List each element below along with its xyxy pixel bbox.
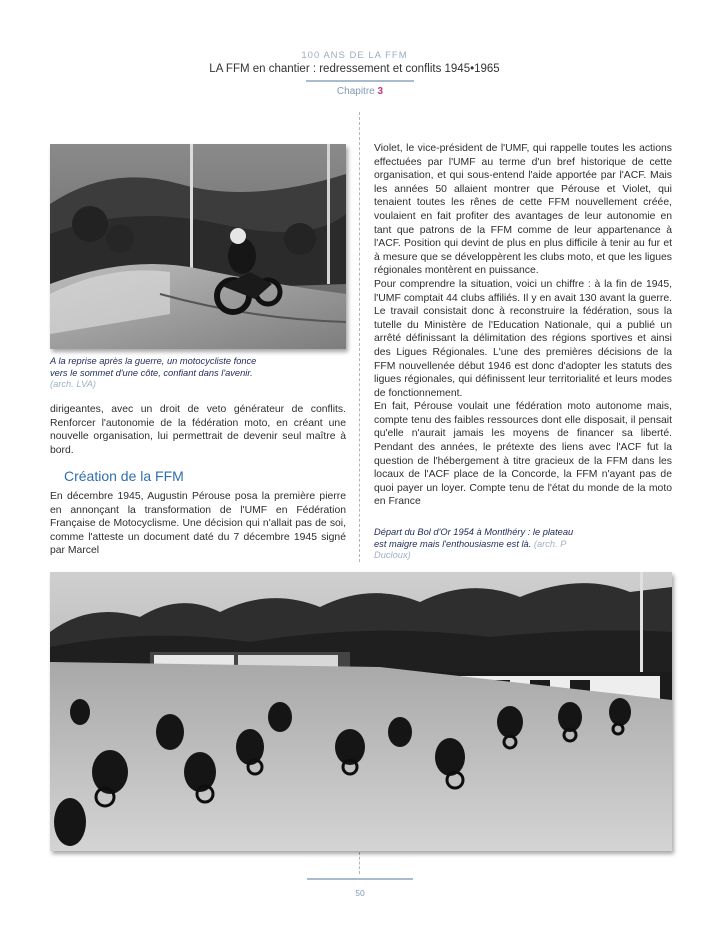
photo-bottom-credit: (arch. P Ducloux) [374,538,567,560]
column-divider [359,112,360,562]
right-paragraph-2: Pour comprendre la situation, voici un chiffre : à la fin de 1945, l'UMF comptait 44 clubs affiliés. Il y en avait 130 avant la guerre. Le travail consistait donc à reconstruire la fédération, sous la tutelle du Ministère de l'Education Nationale, qui a publié un arrêté définissant la délimitation des régions sportives et ainsi des Ligues Régionales. L'une des premières décisions de la FFM nouvellenée début 1946 est donc d'adopter les statuts des ligues régionales, qui définissent leur territorialité et leurs modes de fonctionnement. [374,278,672,399]
left-column-body [50,490,346,558]
column-divider-bottom [359,852,360,874]
chapter-label [0,86,709,97]
chapter-number: 3 [377,86,384,97]
right-paragraph-3: En fait, Pérouse voulait une fédération moto autonome mais, compte tenu des faibles ressources dont elle disposait, il pensait qu'elle n'aurait jamais les moyens de financer sa liberté. Pendant des années, le prétexte des liens avec l'ACF fut la question de l'hébergement à titre gracieux de la FFM dans les locaux de l'ACF place de la Concorde, la FFM n'ayant pas de quoi payer un loyer. Compte tenu de l'état du monde de la moto en France [374,401,672,508]
running-head-kicker: 100 ANS DE LA FFM [301,50,408,61]
photo-bottom-caption [374,527,574,562]
footer-rule [307,878,413,880]
running-head-title: LA FFM en chantier : redressement et conflits 1945•1965 [209,63,500,75]
photo-bol-dor-start [50,572,672,851]
creation-paragraph: En décembre 1945, Augustin Pérouse posa la première pierre en annonçant la transformation de l'UMF en Fédération Française de Motocyclisme. Une décision qui n'allait pas de soi, comme l'atteste un document daté du 7 décembre 1945 signé par Marcel [50,491,346,557]
photo-motorcyclist-hillclimb [50,144,346,349]
left-column-continuation [50,403,346,457]
header-rule [306,80,414,82]
photo-top-caption [50,356,270,391]
continuation-paragraph: dirigeantes, avec un droit de veto générateur de conflits. Renforcer l'autonomie de la fédération moto, en créant une nouvelle organisation, lui permettrait de devenir seul maître à bord. [50,404,346,456]
right-paragraph-1: Violet, le vice-président de l'UMF, qui rappelle toutes les actions effectuées par l'UMF au terme d'un bref historique de cette organisation, et qui sous-entend l'aide apportée par l'ACF. Mais les années 50 allaient montrer que Pérouse et Violet, qui tenaient toutes les rênes de cette FFM nouvellement créée, voulaient en fait profiter des avantages de leur autonomie en tant que patrons de la FFM comme de leur appartenance à l'ACF. Position qui devint de plus en plus difficile à tenir au fur et à mesure que se développèrent les clubs moto, et que les ligues régionales montèrent en puissance. [374,143,672,277]
photo-top-credit: (arch. LVA) [50,379,96,389]
chapter-word: Chapitre [336,86,375,97]
photo-bottom-caption-text: Départ du Bol d'Or 1954 à Montlhéry : le plateau est maigre mais l'enthousiasme est là. [374,527,574,549]
photo-top-caption-text: A la reprise après la guerre, un motocycliste fonce vers le sommet d'une côte, confiant dans l'avenir. [50,356,257,378]
right-column-body [374,142,672,509]
page-number: 50 [355,888,365,898]
section-heading: Création de la FFM [64,468,184,484]
